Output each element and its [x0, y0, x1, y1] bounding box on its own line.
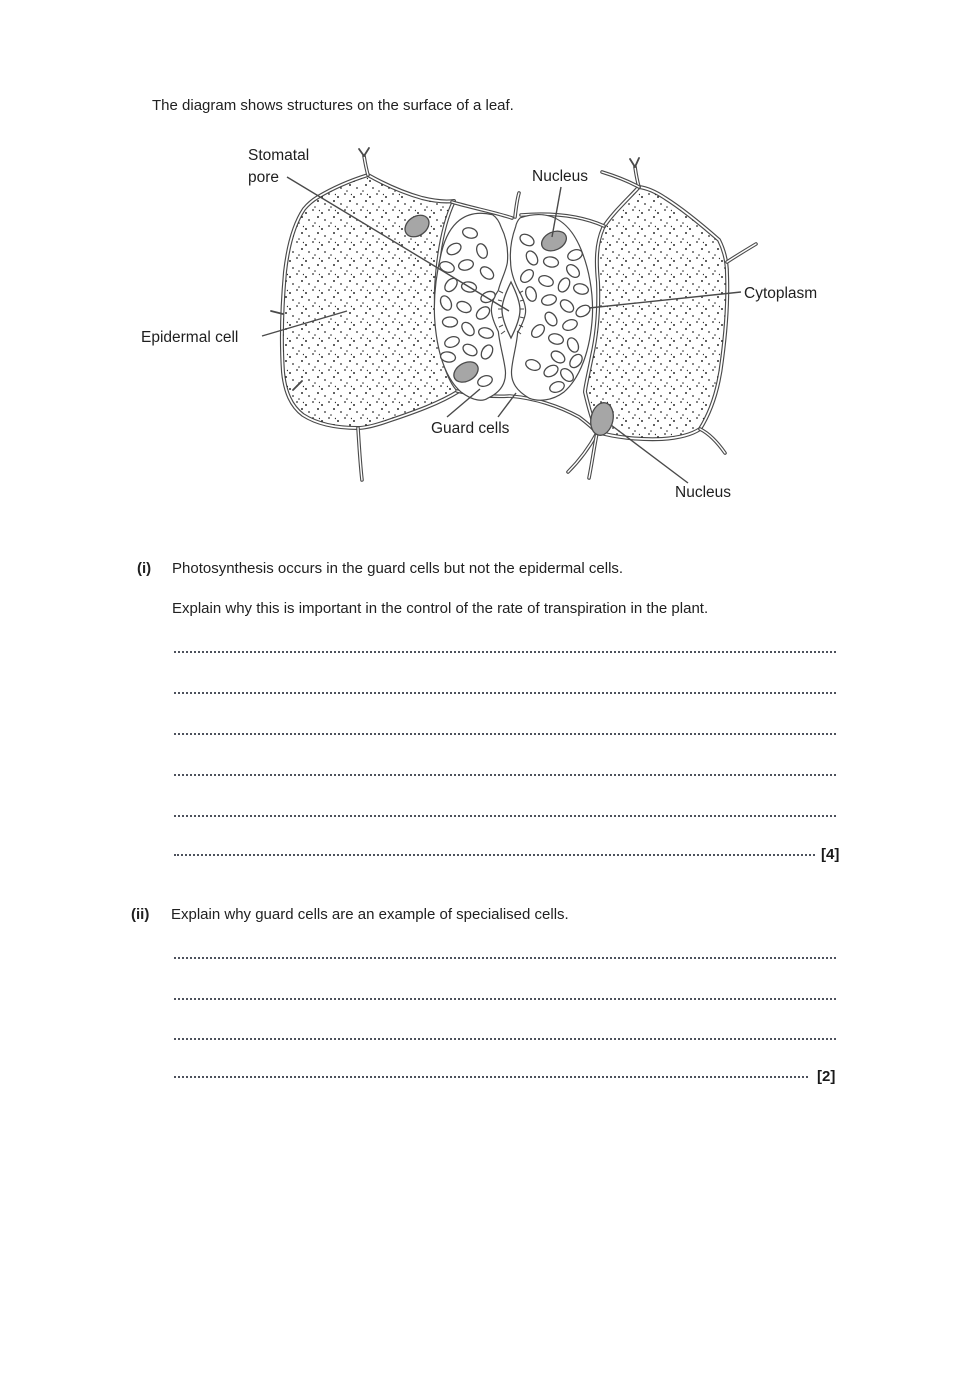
question-2-number: (ii) [131, 906, 150, 923]
question-1-text-line2: Explain why this is important in the control of the rate of transpiration in the plant. [172, 600, 709, 617]
leaf-surface-diagram [0, 0, 978, 545]
answer-line [174, 774, 836, 776]
answer-line [174, 692, 836, 694]
answer-line [174, 998, 836, 1000]
epidermal-cell-right [585, 187, 727, 439]
marks-badge-q1: [4] [821, 846, 840, 863]
label-epidermal-cell: Epidermal cell [141, 329, 239, 346]
marks-badge-q2: [2] [817, 1068, 836, 1085]
label-stomatal-pore-line1: Stomatal [248, 147, 310, 164]
question-1-text-line1: Photosynthesis occurs in the guard cells but not the epidermal cells. [172, 560, 624, 577]
question-1-number: (i) [137, 560, 152, 577]
label-nucleus-bottom: Nucleus [675, 484, 731, 501]
answer-line [174, 957, 836, 959]
answer-line [174, 854, 815, 856]
label-stomatal-pore-line2: pore [248, 169, 280, 186]
label-guard-cells: Guard cells [431, 420, 510, 437]
label-nucleus-top: Nucleus [532, 168, 588, 185]
answer-line [174, 815, 836, 817]
question-2-text-line1: Explain why guard cells are an example of specialised cells. [171, 906, 569, 923]
intro-text: The diagram shows structures on the surface of a leaf. [152, 97, 514, 114]
answer-line [174, 1076, 808, 1078]
answer-line [174, 733, 836, 735]
label-cytoplasm: Cytoplasm [744, 285, 818, 302]
answer-line [174, 651, 836, 653]
epidermal-cell-left [282, 175, 459, 428]
answer-line [174, 1038, 836, 1040]
